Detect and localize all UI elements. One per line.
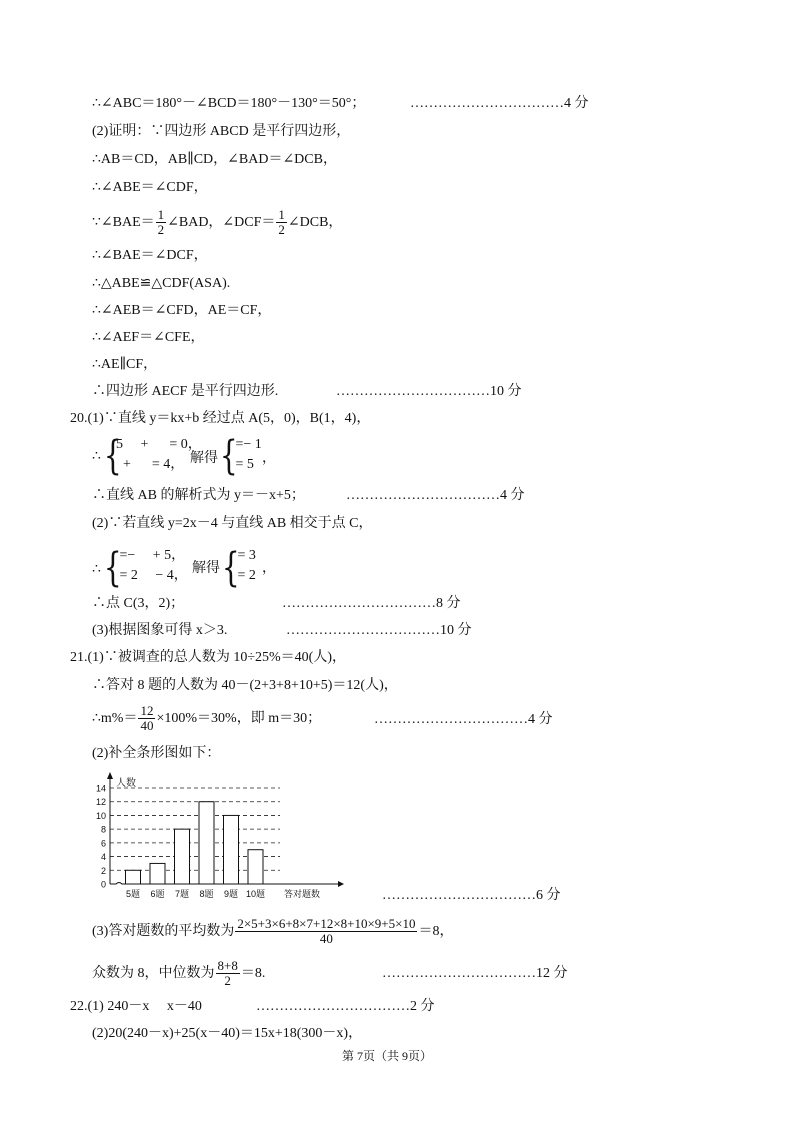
- fraction-half-2: $\frac{1}{2}$: [278, 207, 285, 238]
- bar: [126, 870, 141, 884]
- line-proof-start: (2)证明：∵四边形 ABCD 是平行四边形，: [92, 124, 351, 139]
- q20-line6: ∴点 C(3，2)；: [92, 596, 185, 611]
- x-category-label: 8题: [199, 889, 214, 899]
- line-ae-parallel-cf: ∴AE∥CF，: [92, 357, 158, 372]
- q21-line2: ∴答对 8 题的人数为 40－(2+3+8+10+5)＝12(人)，: [92, 678, 398, 693]
- y-axis-arrow: [107, 772, 113, 779]
- bar: [175, 829, 190, 884]
- line-aeb-cfd: ∴∠AEB＝∠CFD，AE＝CF，: [92, 303, 272, 318]
- x-axis-arrow: [338, 881, 344, 887]
- score-8: ……………………………8 分: [282, 596, 461, 611]
- q20-line3: ∴直线 AB 的解析式为 y＝－x+5；: [92, 488, 305, 503]
- page-footer: 第 7页（共 9页）: [342, 1049, 433, 1063]
- score-10b: ……………………………10 分: [286, 623, 472, 638]
- line-congruent: ∴△ABE≌△CDF(ASA).: [92, 276, 231, 291]
- y-tick-label: 4: [100, 852, 106, 863]
- fraction-half-1: $\frac{1}{2}$: [157, 207, 165, 238]
- q21-line6: 众数为 8，中位数为 $\frac{8+8}{2}$ ＝8.: [92, 958, 266, 989]
- q20-line4: (2)∵若直线 y=2x－4 与直线 AB 相交于点 C，: [92, 516, 373, 531]
- score-4c: ……………………………4 分: [374, 712, 553, 727]
- line-bae-dcf: ∴∠BAE＝∠DCF，: [92, 248, 208, 263]
- line-abc-angle: ∴∠ABC＝180°－∠BCD＝180°－130°＝50°；: [92, 96, 366, 111]
- q21-line3: ∴m%＝ $\frac{12}{40}$ ×100%＝30%，即 m＝30；: [92, 703, 322, 734]
- score-12: ……………………………12 分: [382, 966, 568, 981]
- bar: [199, 802, 214, 884]
- x-category-label: 5题: [125, 889, 141, 899]
- y-tick-label: 2: [100, 865, 106, 876]
- line-aef-cfe: ∴∠AEF＝∠CFE，: [92, 330, 205, 345]
- x-axis-label: 答对题数: [284, 889, 321, 899]
- line-parallel-sides: ∴AB＝CD，AB∥CD，∠BAD＝∠DCB，: [92, 152, 337, 167]
- line-abe-cdf: ∴∠ABE＝∠CDF，: [92, 180, 208, 195]
- score-10: ……………………………10 分: [336, 384, 522, 399]
- y-tick-label: 12: [95, 797, 106, 808]
- y-tick-label: 8: [100, 824, 106, 835]
- score-6: ……………………………6 分: [382, 888, 561, 903]
- q22-line2: (2)20(240－x)+25(x－40)＝15x+18(300－x)，: [92, 1026, 363, 1041]
- line-bisect: ∵∠BAE＝ $\frac{1}{2}$ ∠BAD，∠DCF＝ $\frac{1}{2}$ ∠DCB，: [92, 207, 343, 238]
- score-2: ……………………………2 分: [256, 999, 435, 1014]
- score-4b: ……………………………4 分: [346, 488, 525, 503]
- bar: [224, 815, 239, 884]
- brace-left-2: {: [219, 433, 238, 479]
- fraction-average: $\frac{2\times 5+3\times 6+8\times 7+12\times 8+10\times 9+5\times 10}{40}$: [237, 916, 416, 947]
- brace-left-1: {: [103, 433, 122, 479]
- bar: [150, 863, 165, 884]
- q20-line7: (3)根据图象可得 x＞3.: [92, 623, 228, 638]
- x-category-label: 6题: [150, 889, 165, 899]
- x-category-label: 7题: [174, 889, 190, 899]
- brace-left-3: {: [103, 545, 122, 591]
- fraction-12-40: $\frac{12}{40}$: [140, 703, 154, 734]
- q21-line4: (2)补全条形图如下：: [92, 746, 221, 761]
- q21-line5: (3)答对题数的平均数为 $\frac{2\times 5+3\times 6+8\times 7+12\times 8+10\times 9+5\times 10}{40}$ ＝8，: [92, 916, 454, 947]
- q22-line1: 22.(1) 240－x x－40: [70, 999, 202, 1014]
- line-aecf-conclusion: ∴四边形 AECF 是平行四边形.: [92, 384, 279, 399]
- y-axis-label: 人数: [116, 778, 136, 789]
- q20-line1: 20.(1)∵直线 y＝kx+b 经过点 A(5，0)，B(1，4)，: [70, 411, 371, 426]
- score-4: ……………………………4 分: [410, 96, 589, 111]
- x-category-label: 9题: [223, 889, 239, 899]
- y-tick-label: 14: [95, 783, 106, 794]
- q21-line1: 21.(1)∵被调查的总人数为 10÷25%＝40(人)，: [70, 650, 346, 665]
- y-tick-label: 10: [95, 810, 106, 821]
- y-tick-label: 6: [100, 838, 106, 849]
- bar: [248, 850, 263, 884]
- brace-left-4: {: [221, 545, 240, 591]
- y-tick-label: 0: [100, 879, 106, 890]
- x-category-label: 10题: [245, 889, 266, 899]
- fraction-median: $\frac{8+8}{2}$: [217, 958, 238, 989]
- bar-chart: [84, 772, 344, 904]
